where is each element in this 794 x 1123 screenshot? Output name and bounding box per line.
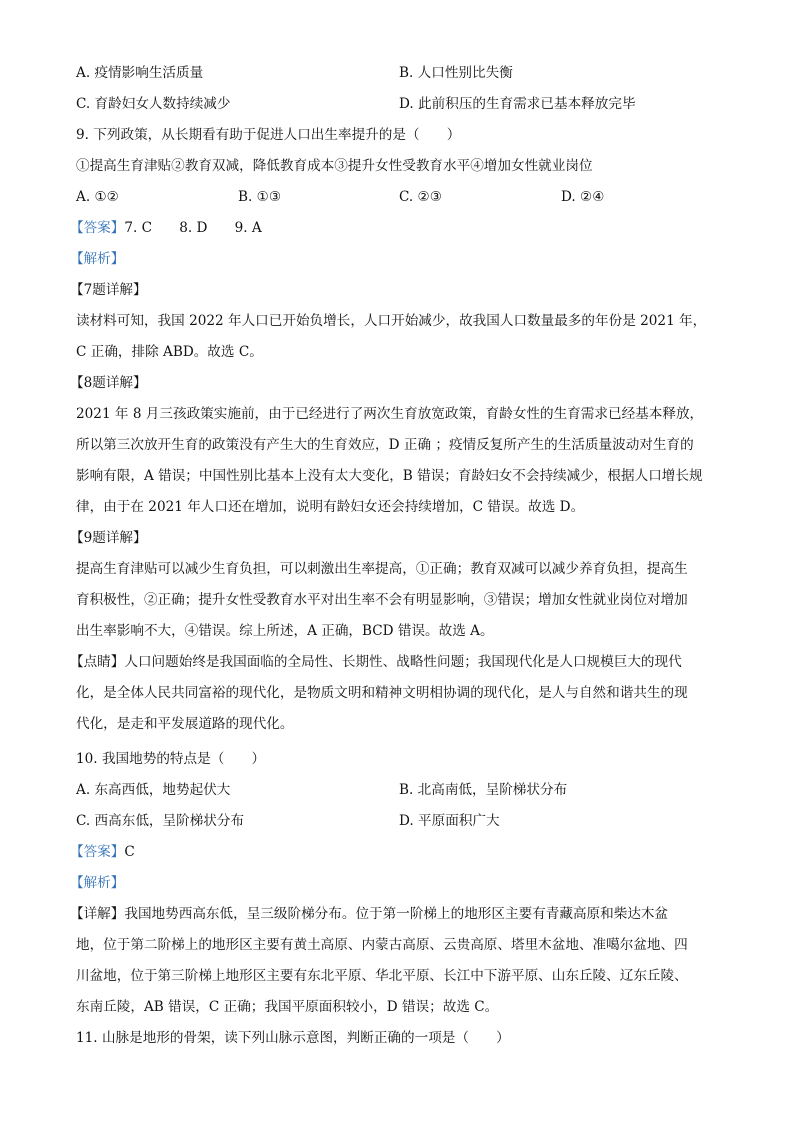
- answers-line: [70, 218, 262, 238]
- q10-answer-line: [70, 842, 135, 862]
- answers-text: 7. C 8. D 9. A: [124, 220, 262, 236]
- q9-items: ①提高生育津贴②教育双减，降低教育成本③提升女性受教育水平④增加女性就业岗位: [76, 158, 593, 174]
- q7-detail-line: C 正确，排除 ABD。故选 C。: [76, 344, 263, 360]
- q10-option-d: D. 平原面积广大: [399, 813, 500, 829]
- q9-option-a: A. ①②: [76, 189, 119, 205]
- pointer-line: 代化，是走和平发展道路的现代化。: [76, 716, 294, 732]
- q8-detail-tag: 【8题详解】: [70, 375, 147, 391]
- q8-option-c: C. 育龄妇女人数持续减少: [76, 96, 231, 112]
- q9-option-c: C. ②③: [399, 189, 442, 205]
- pointer-tag: 【点睛】: [70, 654, 125, 670]
- q10-detail-line: 地，位于第二阶梯上的地形区主要有黄土高原、内蒙古高原、云贵高原、塔里木盆地、准噶尔盆地、四: [76, 937, 688, 953]
- q10-detail-line: 东南丘陵，AB 错误，C 正确；我国平原面积较小，D 错误；故选 C。: [76, 999, 499, 1015]
- q9-option-d: D. ②④: [561, 189, 605, 205]
- q7-detail-tag: 【7题详解】: [70, 282, 147, 298]
- q9-option-b: B. ①③: [238, 189, 282, 205]
- q7-detail-line: 读材料可知，我国 2022 年人口已开始负增长，人口开始减少，故我国人口数量最多的年份是 2021 年，: [76, 313, 707, 329]
- q10-detail-tag: 【详解】: [70, 906, 125, 922]
- q11-stem: 11. 山脉是地形的骨架，读下列山脉示意图，判断正确的一项是（ ）: [76, 1030, 510, 1046]
- q10-answer: C: [124, 844, 135, 860]
- q9-detail-line: 提高生育津贴可以减少生育负担，可以刺激出生率提高，①正确；教育双减可以减少养育负担，提高生: [76, 561, 688, 577]
- q8-option-b: B. 人口性别比失衡: [399, 65, 513, 81]
- pointer-text: 人口问题始终是我国面临的全局性、长期性、战略性问题；我国现代化是人口规模巨大的现代: [124, 654, 682, 670]
- analysis-tag: 【解析】: [70, 251, 125, 267]
- pointer-line: 化，是全体人民共同富裕的现代化，是物质文明和精神文明相协调的现代化，是人与自然和谐共生的现: [76, 685, 688, 701]
- q10-option-c: C. 西高东低，呈阶梯状分布: [76, 813, 245, 829]
- q8-option-a: A. 疫情影响生活质量: [76, 65, 204, 81]
- answer-tag: 【答案】: [70, 220, 125, 236]
- q10-stem: 10. 我国地势的特点是（ ）: [76, 751, 266, 767]
- q10-detail-text: 我国地势西高东低，呈三级阶梯分布。位于第一阶梯上的地形区主要有青藏高原和柴达木盆: [124, 906, 669, 922]
- q10-answer-tag: 【答案】: [70, 844, 125, 860]
- q8-detail-line: 所以第三次放开生育的政策没有产生大的生育效应，D 正确 ；疫情反复所产生的生活质量波动对生育的: [76, 437, 694, 453]
- pointer-first-line: [70, 652, 682, 672]
- q8-option-d: D. 此前积压的生育需求已基本释放完毕: [399, 96, 636, 112]
- q9-detail-line: 出生率影响不大，④错误。综上所述，A 正确，BCD 错误。故选 A。: [76, 623, 494, 639]
- q10-option-a: A. 东高西低，地势起伏大: [76, 782, 231, 798]
- q10-option-b: B. 北高南低，呈阶梯状分布: [399, 782, 568, 798]
- q8-detail-line: 律，由于在 2021 年人口还在增加，说明有龄妇女还会持续增加，C 错误。故选 D。: [76, 499, 585, 515]
- q9-detail-line: 育积极性，②正确；提升女性受教育水平对出生率不会有明显影响，③错误；增加女性就业岗位对增加: [76, 592, 688, 608]
- q10-detail-line: 川盆地，位于第三阶梯上地形区主要有东北平原、华北平原、长江中下游平原、山东丘陵、辽东丘陵、: [76, 968, 688, 984]
- q9-stem: 9. 下列政策，从长期看有助于促进人口出生率提升的是（ ）: [76, 127, 461, 143]
- q9-detail-tag: 【9题详解】: [70, 530, 147, 546]
- q8-detail-line: 影响有限，A 错误；中国性别比基本上没有太大变化，B 错误；育龄妇女不会持续减少，根据人口增长规: [76, 468, 703, 484]
- q8-detail-line: 2021 年 8 月三孩政策实施前，由于已经进行了两次生育放宽政策，育龄女性的生育需求已经基本释放，: [76, 406, 704, 422]
- q10-detail-first-line: [70, 904, 668, 924]
- q10-analysis-tag: 【解析】: [70, 875, 125, 891]
